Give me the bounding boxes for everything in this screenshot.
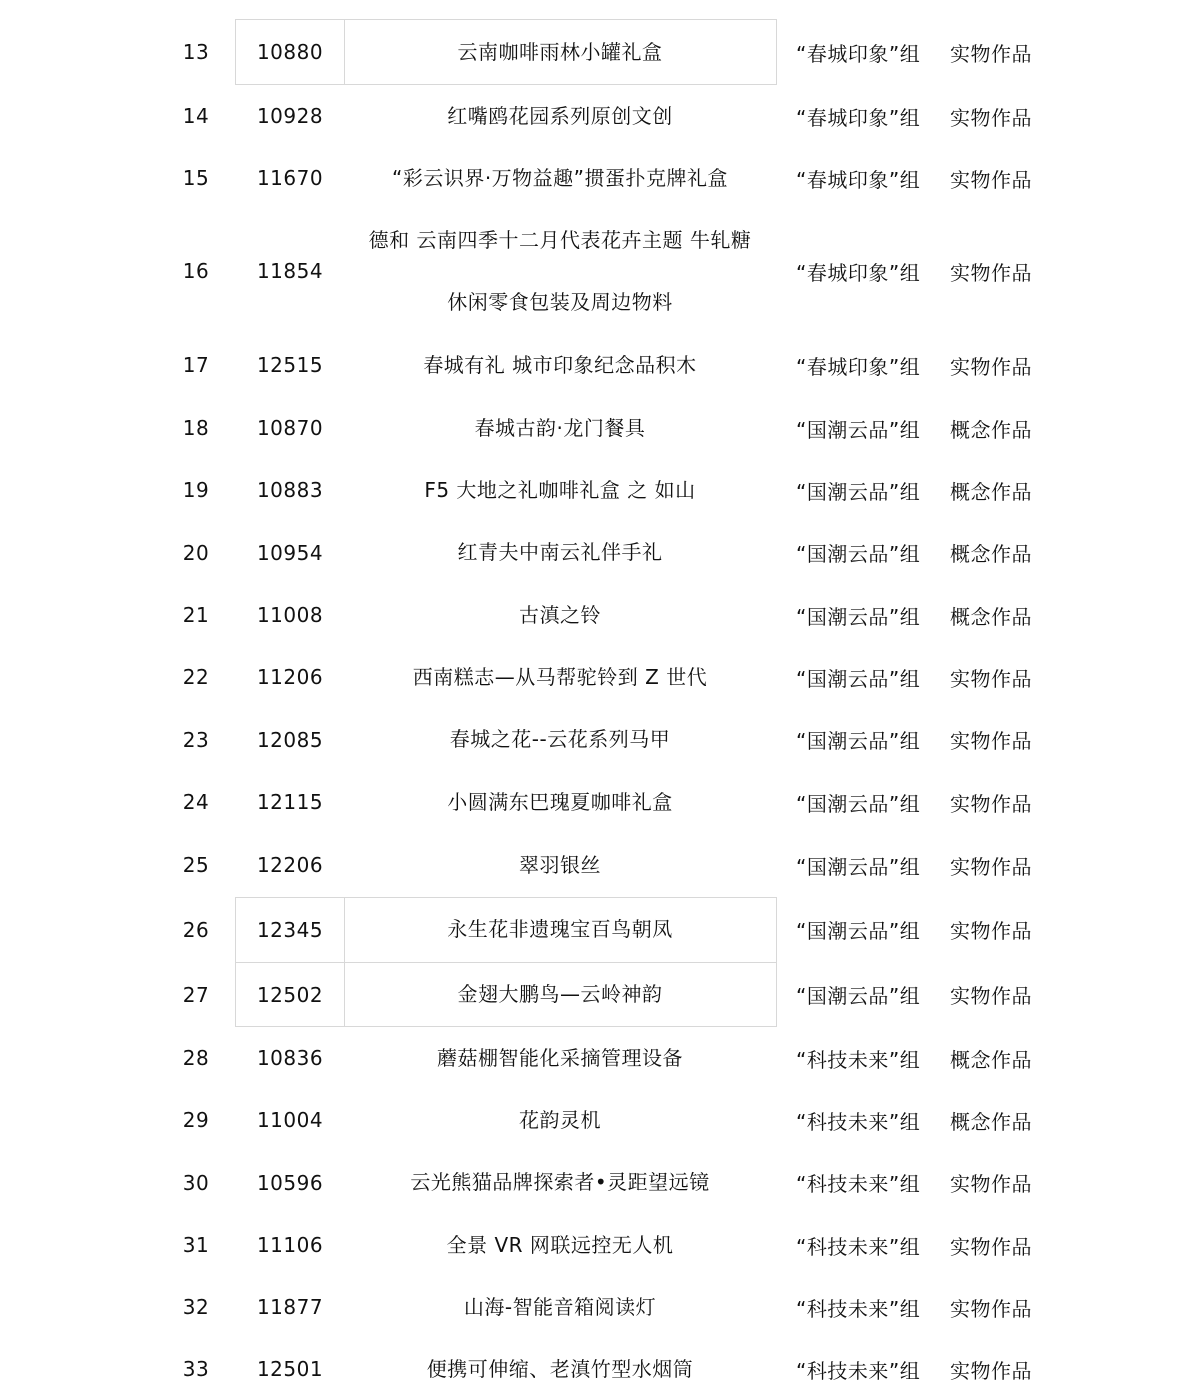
table-row bbox=[0, 1151, 1190, 1214]
row-number: 26 bbox=[182, 917, 210, 942]
entry-id: 11004 bbox=[256, 1108, 324, 1132]
entry-group: “国潮云品”组 bbox=[796, 729, 921, 753]
entry-group: “国潮云品”组 bbox=[796, 919, 921, 943]
row-number: 14 bbox=[182, 104, 210, 128]
entry-id: 12515 bbox=[256, 353, 324, 377]
entry-group: “科技未来”组 bbox=[796, 1172, 921, 1196]
row-number: 27 bbox=[182, 982, 210, 1007]
entry-type: 实物作品 bbox=[950, 666, 1032, 691]
row-number: 30 bbox=[182, 1170, 210, 1195]
entry-title bbox=[344, 584, 776, 646]
entry-id: 11106 bbox=[256, 1233, 324, 1257]
row-number: 25 bbox=[182, 853, 210, 877]
row-number: 22 bbox=[182, 665, 210, 689]
entry-title bbox=[344, 1338, 776, 1400]
entry-type: 概念作品 bbox=[950, 1047, 1032, 1072]
entry-title-line: “彩云识界·万物益趣”掼蛋扑克牌礼盒 bbox=[391, 165, 729, 190]
entry-title-line: 花韵灵机 bbox=[519, 1107, 601, 1132]
table-row bbox=[0, 1214, 1190, 1276]
table-row bbox=[0, 646, 1190, 708]
table-row bbox=[0, 897, 1190, 962]
entry-title-line: 云光熊猫品牌探索者•灵距望远镜 bbox=[410, 1170, 710, 1194]
entry-title-line: 春城之花--云花系列马甲 bbox=[449, 727, 671, 751]
entry-id: 10596 bbox=[256, 1170, 324, 1195]
table-row bbox=[0, 1338, 1190, 1400]
entry-title-line: 便携可伸缩、老滇竹型水烟筒 bbox=[426, 1356, 694, 1381]
entry-title-line: 春城古韵·龙门餐具 bbox=[474, 415, 646, 440]
entry-title bbox=[344, 1151, 776, 1214]
row-number: 28 bbox=[182, 1046, 210, 1070]
entry-id: 11670 bbox=[256, 166, 324, 190]
entry-title-line: 全景 VR 网联远控无人机 bbox=[446, 1232, 674, 1257]
entry-type: 实物作品 bbox=[950, 919, 1032, 943]
entry-title bbox=[344, 397, 776, 459]
row-number: 23 bbox=[182, 727, 210, 752]
entry-id: 11206 bbox=[256, 665, 324, 689]
entry-group: “科技未来”组 bbox=[796, 1047, 921, 1072]
entry-title-line: 德和 云南四季十二月代表花卉主题 牛轧糖 bbox=[368, 227, 752, 252]
row-number: 20 bbox=[182, 540, 210, 565]
entry-title bbox=[344, 209, 776, 333]
entry-group: “国潮云品”组 bbox=[796, 791, 921, 816]
table-row bbox=[0, 209, 1190, 333]
entry-id: 10870 bbox=[256, 416, 324, 440]
entry-title bbox=[344, 833, 776, 897]
entry-type: 实物作品 bbox=[950, 791, 1032, 816]
entry-title-line: 红嘴鸥花园系列原创文创 bbox=[447, 103, 673, 128]
row-number: 19 bbox=[182, 478, 210, 502]
entry-id: 12085 bbox=[256, 727, 324, 752]
entry-id: 10880 bbox=[256, 40, 324, 64]
entry-title bbox=[344, 1214, 776, 1276]
entry-group: “国潮云品”组 bbox=[796, 604, 921, 629]
entry-title bbox=[344, 1089, 776, 1151]
entry-title-line: 永生花非遗瑰宝百鸟朝凤 bbox=[447, 917, 673, 941]
entry-title-line: 翠羽银丝 bbox=[519, 852, 601, 877]
entry-type: 概念作品 bbox=[950, 479, 1032, 504]
entry-title-line: 休闲零食包装及周边物料 bbox=[447, 289, 673, 314]
entry-type: 实物作品 bbox=[950, 1234, 1032, 1259]
entry-group: “科技未来”组 bbox=[796, 1234, 921, 1259]
entry-type: 概念作品 bbox=[950, 1109, 1032, 1134]
entry-type: 实物作品 bbox=[950, 1172, 1032, 1196]
entry-id: 11008 bbox=[256, 603, 324, 627]
entry-title-line: 古滇之铃 bbox=[519, 602, 601, 627]
entry-type: 概念作品 bbox=[950, 417, 1032, 442]
entry-group: “国潮云品”组 bbox=[796, 666, 921, 691]
entry-title bbox=[344, 333, 776, 397]
entry-type: 实物作品 bbox=[950, 729, 1032, 753]
entry-title-line: 云南咖啡雨林小罐礼盒 bbox=[457, 39, 663, 64]
entry-type: 实物作品 bbox=[950, 1296, 1032, 1321]
entry-title bbox=[344, 962, 776, 1027]
entry-title bbox=[344, 19, 776, 85]
entry-title-line: 红青夫中南云礼伴手礼 bbox=[457, 540, 663, 564]
entry-id: 11877 bbox=[256, 1295, 324, 1319]
row-number: 16 bbox=[182, 259, 210, 283]
row-number: 18 bbox=[182, 416, 210, 440]
entry-id: 10954 bbox=[256, 540, 324, 565]
entry-group: “春城印象”组 bbox=[796, 105, 921, 130]
table-row bbox=[0, 521, 1190, 584]
entry-group: “国潮云品”组 bbox=[796, 984, 921, 1008]
entry-title bbox=[344, 646, 776, 708]
entry-group: “春城印象”组 bbox=[796, 354, 921, 379]
entry-group: “国潮云品”组 bbox=[796, 417, 921, 442]
entry-id: 12502 bbox=[256, 982, 324, 1007]
row-number: 24 bbox=[182, 790, 210, 814]
entry-title bbox=[344, 521, 776, 584]
entry-group: “春城印象”组 bbox=[796, 41, 921, 66]
table-row bbox=[0, 962, 1190, 1027]
entry-type: 实物作品 bbox=[950, 41, 1032, 66]
entry-title bbox=[344, 85, 776, 147]
row-number: 32 bbox=[182, 1295, 210, 1319]
table-row bbox=[0, 19, 1190, 85]
entry-group: “科技未来”组 bbox=[796, 1109, 921, 1134]
table-row bbox=[0, 1276, 1190, 1338]
entry-title bbox=[344, 147, 776, 209]
table-row bbox=[0, 333, 1190, 397]
entry-group: “春城印象”组 bbox=[796, 260, 921, 285]
row-number: 15 bbox=[182, 166, 210, 190]
table-row bbox=[0, 1089, 1190, 1151]
entry-type: 实物作品 bbox=[950, 105, 1032, 130]
entry-group: “国潮云品”组 bbox=[796, 479, 921, 504]
table-row bbox=[0, 147, 1190, 209]
entry-id: 11854 bbox=[256, 259, 324, 283]
entry-group: “国潮云品”组 bbox=[796, 542, 921, 566]
entry-group: “科技未来”组 bbox=[796, 1358, 921, 1383]
entry-type: 概念作品 bbox=[950, 604, 1032, 629]
table-row bbox=[0, 833, 1190, 897]
entry-type: 实物作品 bbox=[950, 260, 1032, 285]
entry-title bbox=[344, 897, 776, 962]
table-row bbox=[0, 771, 1190, 833]
entry-title-line: 西南糕志—从马帮驼铃到 Z 世代 bbox=[412, 664, 708, 689]
entry-title bbox=[344, 1027, 776, 1089]
entry-type: 实物作品 bbox=[950, 1358, 1032, 1383]
row-number: 29 bbox=[182, 1108, 210, 1132]
entry-title bbox=[344, 459, 776, 521]
entry-title-line: 小圆满东巴瑰夏咖啡礼盒 bbox=[447, 789, 673, 814]
entry-title-line: F5 大地之礼咖啡礼盒 之 如山 bbox=[424, 477, 696, 502]
entry-title bbox=[344, 708, 776, 771]
entry-title bbox=[344, 771, 776, 833]
table-row bbox=[0, 708, 1190, 771]
entry-type: 实物作品 bbox=[950, 354, 1032, 379]
entry-type: 实物作品 bbox=[950, 984, 1032, 1008]
entry-id: 10928 bbox=[256, 104, 324, 128]
entry-type: 实物作品 bbox=[950, 167, 1032, 192]
entry-id: 12115 bbox=[256, 790, 324, 814]
entry-id: 12206 bbox=[256, 853, 324, 877]
entry-title-line: 山海-智能音箱阅读灯 bbox=[463, 1294, 657, 1319]
entry-type: 概念作品 bbox=[950, 542, 1032, 566]
entry-group: “春城印象”组 bbox=[796, 167, 921, 192]
entry-title-line: 金翅大鹏鸟—云岭神韵 bbox=[457, 982, 663, 1006]
row-number: 21 bbox=[182, 603, 210, 627]
entry-id: 10836 bbox=[256, 1046, 324, 1070]
table-row bbox=[0, 397, 1190, 459]
entry-group: “国潮云品”组 bbox=[796, 854, 921, 879]
table-row bbox=[0, 1027, 1190, 1089]
table-row bbox=[0, 584, 1190, 646]
entry-id: 12345 bbox=[256, 917, 324, 942]
table-row bbox=[0, 459, 1190, 521]
entry-title-line: 春城有礼 城市印象纪念品积木 bbox=[423, 352, 697, 377]
entry-group: “科技未来”组 bbox=[796, 1296, 921, 1321]
row-number: 17 bbox=[182, 353, 210, 377]
table-row bbox=[0, 85, 1190, 147]
entry-title-line: 蘑菇棚智能化采摘管理设备 bbox=[437, 1045, 683, 1070]
entry-id: 10883 bbox=[256, 478, 324, 502]
row-number: 33 bbox=[182, 1357, 210, 1381]
entry-type: 实物作品 bbox=[950, 854, 1032, 879]
row-number: 13 bbox=[182, 40, 210, 64]
row-number: 31 bbox=[182, 1233, 210, 1257]
entry-title bbox=[344, 1276, 776, 1338]
entry-id: 12501 bbox=[256, 1357, 324, 1381]
